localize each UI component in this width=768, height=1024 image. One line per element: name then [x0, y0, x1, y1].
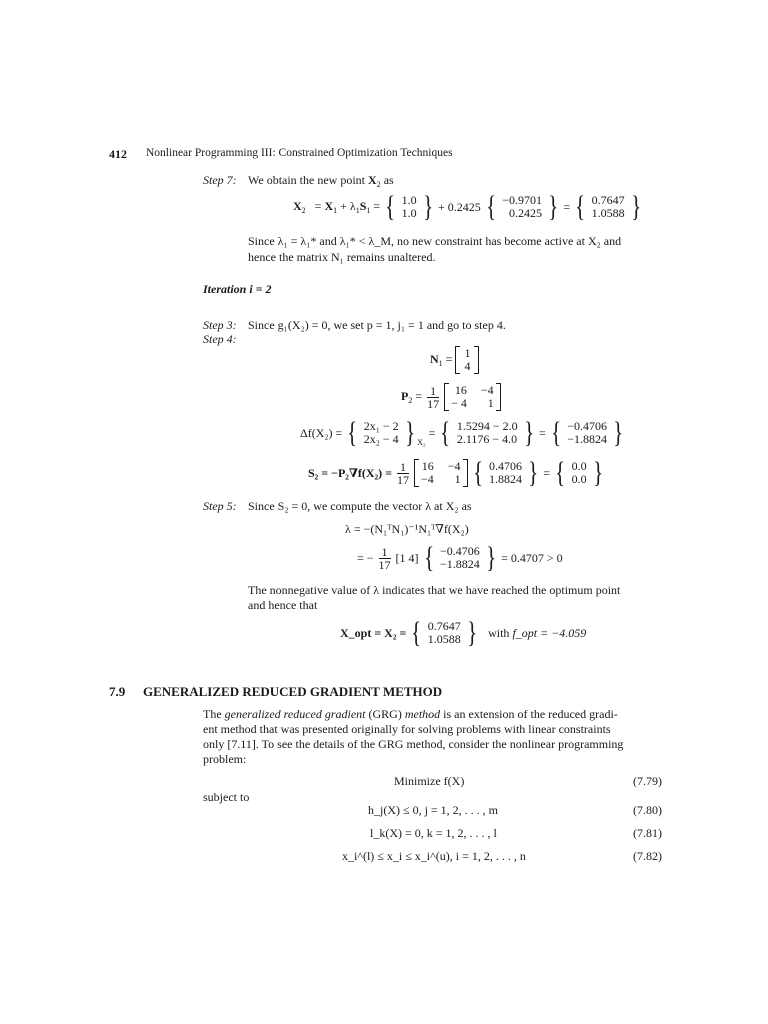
gradient-numeric: 1.5294 − 2.0 2.1176 − 4.0 — [456, 419, 518, 446]
x2-symbol: $X_2$ — [293, 199, 306, 215]
lambda-fraction: $\frac{1}{17}$ — [378, 544, 391, 572]
lambda-result: = 0.4707 > 0 — [501, 550, 563, 565]
p2-fraction: $\frac{1}{17}$ — [427, 383, 440, 411]
optimum-vector: 0.7647 1.0588 — [427, 619, 461, 646]
section-title: GENERALIZED REDUCED GRADIENT METHOD — [143, 684, 443, 699]
n1-equation: $N_1$ = 1 4 — [430, 346, 479, 374]
update-rule: = $X_1 + \lambda_1S_1$ = — [314, 199, 381, 215]
gradient-symbolic: 2x₁ − 2 2x₂ − 4 — [363, 419, 399, 446]
n1-vector: 1 4 — [464, 346, 471, 373]
section-para-line2: ent method that was presented originally for solving problems with linear constraints — [203, 722, 611, 736]
section-para-line1: The generalized reduced gradient (GRG) method is an extension of the reduced gradi- — [203, 707, 618, 721]
lambda-evaluation: = − $\frac{1}{17}$ [1 4] { −0.4706 −1.8824 } = 0.4707 > 0 — [357, 541, 563, 574]
running-title: Nonlinear Programming III: Constrained Optimization Techniques — [146, 147, 453, 159]
step5-para-line2: and hence that — [248, 598, 318, 612]
p2-matrix: 16 −4 − 4 1 — [451, 383, 494, 410]
vector-x2: 0.7647 1.0588 — [591, 193, 625, 220]
s2-equation: S₂ = −P₂∇f(X₂) = $\frac{1}{17}$ 16 −4 −4 1 { 0.4706 1.8824 } = { 0.0 0.0 } — [308, 456, 603, 489]
step7-label: Step 7: — [203, 173, 237, 187]
objective: Minimize f(X) — [394, 774, 465, 788]
step5-label: Step 5: — [203, 499, 237, 513]
vector-x1: 1.0 1.0 — [401, 193, 417, 220]
step7-since-line1: Since λ₁ = λ₁* and λ₁* < λ_M, no new constraint has become active at X₂ and — [248, 234, 622, 248]
step3-text: Since g₁(X₂) = 0, we set p = 1, j₁ = 1 and go to step 4. — [248, 318, 506, 332]
equation-number-782: (7.82) — [633, 849, 662, 863]
section-para-line4: problem: — [203, 752, 247, 766]
s2-gradient-vector: 0.4706 1.8824 — [488, 459, 522, 486]
optimum-equation: X_opt = X₂ = { 0.7647 1.0588 } with f_opt = −4.059 — [340, 616, 587, 649]
equation-number-780: (7.80) — [633, 803, 662, 817]
p2-equation: $P_2$ = $\frac{1}{17}$ 16 −4 − 4 1 — [401, 383, 501, 411]
section-para-line3: only [7.11]. To see the details of the GRG method, consider the nonlinear programming — [203, 737, 624, 751]
iteration-heading: Iteration i = 2 — [203, 282, 272, 296]
equation-number-781: (7.81) — [633, 826, 662, 840]
step3-label: Step 3: — [203, 318, 237, 332]
gradient-equation: Δf(X₂) = { 2x₁ − 2 2x₂ − 4 } X₂ = { 1.5294 − 2.0 2.1176 − 4.0 } = { −0.4706 −1.8824 } — [300, 416, 624, 449]
vector-s1: −0.9701 0.2425 — [502, 193, 542, 220]
constraint-equality: l_k(X) = 0, k = 1, 2, . . . , l — [370, 826, 497, 840]
page-number: 412 — [109, 147, 127, 161]
subject-to: subject to — [203, 790, 250, 804]
step-length: + 0.2425 — [438, 199, 481, 214]
gradient-value: −0.4706 −1.8824 — [567, 419, 608, 446]
equation-number-779: (7.79) — [633, 774, 662, 788]
step5-text: Since S₂ = 0, we compute the vector λ at X₂ as — [248, 499, 472, 513]
s2-fraction: $\frac{1}{17}$ — [397, 459, 409, 487]
row-vector: [1 4] — [395, 550, 419, 565]
step7-text: We obtain the new point $X_2$ as — [248, 173, 394, 189]
section-number: 7.9 — [109, 684, 126, 699]
step4-label: Step 4: — [203, 332, 237, 346]
step5-para-line1: The nonnegative value of λ indicates that we have reached the optimum point — [248, 583, 621, 597]
lambda-equation: λ = −(N₁ᵀN₁)⁻¹N₁ᵀ∇f(X₂) — [345, 522, 469, 536]
constraint-bounds: x_i^(l) ≤ x_i ≤ x_i^(u), i = 1, 2, . . . , n — [342, 849, 526, 863]
step7-equation: $X_2$ = $X_1 + \lambda_1S_1$ = { 1.0 1.0 } + 0.2425 { −0.9701 0.2425 } = { 0.7647 1.0588 } — [293, 190, 641, 223]
s2-result-vector: 0.0 0.0 — [571, 459, 587, 486]
optimum-value: f_opt = −4.059 — [512, 625, 587, 640]
constraint-inequality: h_j(X) ≤ 0, j = 1, 2, . . . , m — [368, 803, 499, 817]
s2-matrix: 16 −4 −4 1 — [421, 459, 461, 486]
step7-since-line2: hence the matrix N₁ remains unaltered. — [248, 250, 436, 264]
gradient-column-vector: −0.4706 −1.8824 — [439, 544, 480, 571]
